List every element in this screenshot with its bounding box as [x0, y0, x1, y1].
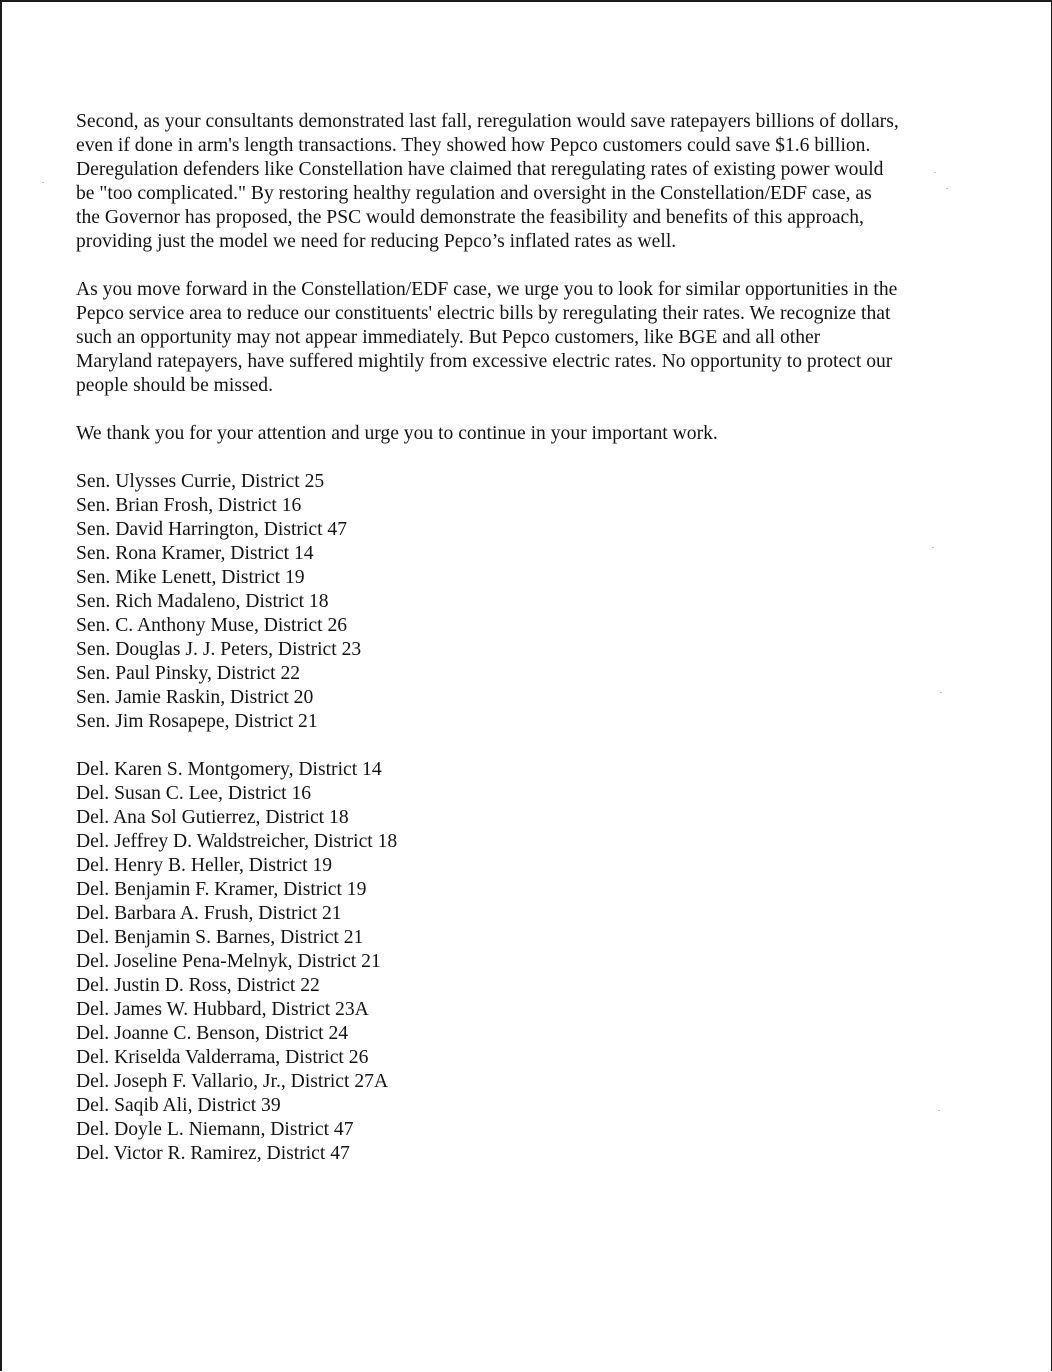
signature-line: Del. Justin D. Ross, District 22: [76, 975, 320, 996]
paragraph-line: such an opportunity may not appear immediately. But Pepco customers, like BGE and all other: [76, 327, 821, 348]
signature-line: Del. Joanne C. Benson, District 24: [76, 1023, 349, 1044]
signature-line: Del. Ana Sol Gutierrez, District 18: [76, 807, 349, 828]
paragraph-line: Pepco service area to reduce our constituents' electric bills by reregulating their rates. We recognize that: [76, 303, 891, 324]
paragraph-opportunities: [76, 278, 976, 398]
senator-signatures: [76, 470, 976, 734]
paragraph-line: providing just the model we need for reducing Pepco’s inflated rates as well.: [76, 231, 677, 252]
signature-line: Sen. Douglas J. J. Peters, District 23: [76, 639, 362, 660]
paragraph-line: even if done in arm's length transactions. They showed how Pepco customers could save $1.6 billion.: [76, 135, 871, 156]
signature-line: Sen. Ulysses Currie, District 25: [76, 471, 325, 492]
paragraph-savings: [76, 110, 976, 254]
signature-line: Del. James W. Hubbard, District 23A: [76, 999, 369, 1020]
paragraph-line: Maryland ratepayers, have suffered mightily from excessive electric rates. No opportunity to protect our: [76, 351, 893, 372]
paragraph-line: the Governor has proposed, the PSC would demonstrate the feasibility and benefits of this approach,: [76, 207, 864, 228]
signature-line: Del. Joseline Pena-Melnyk, District 21: [76, 951, 381, 972]
paragraph-thanks: [76, 422, 976, 446]
signature-line: Del. Benjamin F. Kramer, District 19: [76, 879, 367, 900]
signature-line: Sen. Brian Frosh, District 16: [76, 495, 302, 516]
signature-line: Del. Kriselda Valderrama, District 26: [76, 1047, 369, 1068]
scan-speck: [940, 692, 942, 693]
paragraph-line: Second, as your consultants demonstrated last fall, reregulation would save ratepayers billions of dollars,: [76, 111, 899, 132]
signature-line: Sen. Paul Pinsky, District 22: [76, 663, 301, 684]
signature-line: Sen. Mike Lenett, District 19: [76, 567, 305, 588]
signature-line: Del. Susan C. Lee, District 16: [76, 783, 312, 804]
signature-line: Sen. Jim Rosapepe, District 21: [76, 711, 318, 732]
signature-line: Del. Karen S. Montgomery, District 14: [76, 759, 382, 780]
scan-speck: [42, 182, 44, 183]
scan-speck: [938, 1110, 940, 1111]
signature-line: Sen. C. Anthony Muse, District 26: [76, 615, 348, 636]
signature-line: Del. Doyle L. Niemann, District 47: [76, 1119, 354, 1140]
scan-speck: [946, 188, 948, 189]
paragraph-line: Deregulation defenders like Constellation have claimed that reregulating rates of existing power would: [76, 159, 884, 180]
signature-line: Del. Saqib Ali, District 39: [76, 1095, 281, 1116]
paragraph-line: We thank you for your attention and urge you to continue in your important work.: [76, 423, 718, 444]
signature-line: Sen. Jamie Raskin, District 20: [76, 687, 314, 708]
signature-line: Sen. Rich Madaleno, District 18: [76, 591, 329, 612]
scan-speck: [934, 172, 936, 173]
signature-line: Del. Henry B. Heller, District 19: [76, 855, 333, 876]
signature-line: Sen. Rona Kramer, District 14: [76, 543, 314, 564]
signature-line: Del. Barbara A. Frush, District 21: [76, 903, 342, 924]
signature-line: Sen. David Harrington, District 47: [76, 519, 348, 540]
scan-speck: [932, 547, 934, 548]
signature-line: Del. Benjamin S. Barnes, District 21: [76, 927, 364, 948]
delegate-signatures: [76, 758, 976, 1166]
paragraph-line: people should be missed.: [76, 375, 273, 396]
letter-body: [76, 110, 976, 1190]
signature-line: Del. Victor R. Ramirez, District 47: [76, 1143, 350, 1164]
paragraph-line: As you move forward in the Constellation/EDF case, we urge you to look for similar opportunities in the: [76, 279, 898, 300]
signature-line: Del. Joseph F. Vallario, Jr., District 27A: [76, 1071, 389, 1092]
signature-line: Del. Jeffrey D. Waldstreicher, District 18: [76, 831, 398, 852]
paragraph-line: be "too complicated." By restoring healthy regulation and oversight in the Constellation/EDF case, as: [76, 183, 872, 204]
